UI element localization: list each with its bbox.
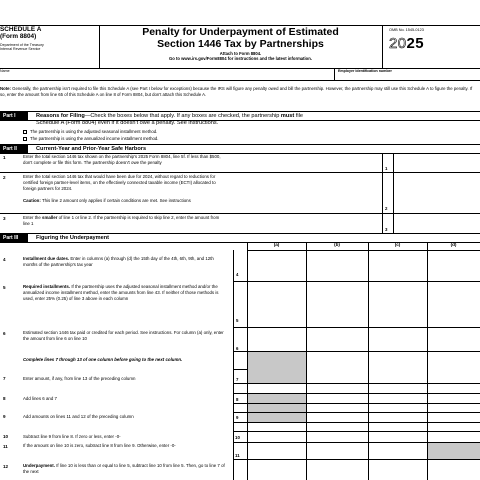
line-10-top-rule <box>233 431 480 432</box>
column-header-rule <box>247 250 480 251</box>
line-11-rule <box>233 459 480 460</box>
line-1-text <box>23 154 373 166</box>
line-8-rule <box>233 403 480 404</box>
line-5-number: 5 <box>3 285 6 290</box>
line-12-body: If line 10 is less than or equal to line 5, subtract line 10 from line 5. Then, go to line 7 of the next <box>23 463 225 474</box>
caution-label: Caution: <box>23 197 41 203</box>
attach-instruction: Attach to Form 8804. <box>219 51 262 57</box>
line-4-text <box>23 256 228 268</box>
line-7-rule <box>233 383 480 384</box>
part-3-label: Part III <box>0 234 28 242</box>
line-6-number: 6 <box>3 331 6 336</box>
note-text: Generally, the partnership isn't required to file this Schedule A (see Part I below for exceptions) because the IRS will figure any penalty owed and bill the partnership. However, the partnership may still use this Schedule A to figure the penalty. If so, enter the amount from line 65 of this Schedule A on line 8 of Form 8804, but don't attach this Schedule A. <box>0 86 473 97</box>
line-6-body: Estimated section 1446 tax paid or credited for each period. See instructions. For column (a) only, enter the amount from line 6 on line 10 <box>23 330 224 341</box>
part-2-title: Current-Year and Prior-Year Safe Harbors <box>36 146 147 152</box>
part-1-desc-a: —Check the boxes below that apply. If any boxes are checked, the partnership <box>84 113 281 119</box>
omb-number: OMB No. 1545-0123 <box>389 28 424 32</box>
part-2-header <box>0 144 480 154</box>
website-instruction: Go to www.irs.gov/Form8804 for instructions and the latest information. <box>169 56 312 62</box>
line-10-box-label: 10 <box>235 435 240 440</box>
line-4-rule <box>233 281 480 282</box>
box-col-left-divider <box>233 250 234 480</box>
shaded-d-11 <box>428 442 480 459</box>
line-1-rule <box>0 172 480 173</box>
line-3-text-b: line 1 <box>23 220 34 226</box>
column-d-header: (d) <box>450 242 457 247</box>
form-title-line1: Penalty for Underpayment of Estimated <box>142 26 339 38</box>
column-c-header: (c) <box>394 242 401 247</box>
form-title-line2: Section 1446 Tax by Partnerships <box>157 38 324 51</box>
line-10-number: 10 <box>3 434 9 439</box>
line-1-box-label: 1 <box>385 166 388 171</box>
complete-lines-instruction: Complete lines 7 through 13 of one column before going to the next column. <box>23 357 183 362</box>
line-4-box-label: 4 <box>236 272 239 277</box>
line-4-bold: Installment due dates. <box>23 256 70 261</box>
line-4-body: Enter in columns (a) through (d) the 15th day of the 4th, 6th, 9th, and 12th months of the partnership's tax year <box>23 256 214 267</box>
line-7-box-label: 7 <box>236 377 239 382</box>
line-11-box-label: 11 <box>235 453 240 458</box>
line-2-amount-field[interactable] <box>394 200 480 212</box>
line-3-number: 3 <box>3 216 6 221</box>
line-3-text-a1: Enter the <box>23 215 43 220</box>
shaded-a-completion-7 <box>248 351 306 383</box>
line-1-text-b: don't complete or file this form. The partnership doesn't owe the penalty <box>23 159 162 165</box>
line-11-number: 11 <box>3 444 8 449</box>
part-1-desc-line2: Schedule A (Form 8804) even if it doesn't owe a penalty. See instructions. <box>36 120 219 126</box>
part-2-box-divider <box>382 153 383 233</box>
line-3-text <box>23 215 373 227</box>
name-field[interactable]: Name <box>0 69 10 73</box>
line-6-box-label: 6 <box>236 346 239 351</box>
column-b-header: (b) <box>334 242 340 247</box>
col-c-divider <box>368 242 369 480</box>
line-9-rule <box>233 422 480 423</box>
part-1-label: Part I <box>0 112 28 120</box>
schedule-label: SCHEDULE A <box>0 26 42 33</box>
line-7-top-rule <box>233 369 247 370</box>
line-9-text: Add amounts on lines 11 and 12 of the preceding column <box>23 414 134 419</box>
tax-year-suffix: 25 <box>406 34 424 52</box>
part-1-title-text: Reasons for Filing <box>36 113 85 119</box>
line-5-body: If the partnership uses the adjusted seasonal installment method and/or the annualized income installment method, enter the amounts from line 43. If neither of those methods is used, enter 25% (0.25) of line 3 above in each column <box>23 284 219 301</box>
part-3-title: Figuring the Underpayment <box>36 235 110 241</box>
line-12-bold: Underpayment. <box>23 463 55 468</box>
line-2-text-a: Enter the total section 1446 tax that would have been due for 2024, without regard to reductions for <box>23 174 216 179</box>
omb-year-block <box>382 26 480 68</box>
line-3-smaller: smaller <box>42 215 58 220</box>
line-10-text: Subtract line 9 from line 8. If zero or less, enter -0- <box>23 434 121 439</box>
part-2-label: Part II <box>0 145 28 153</box>
department-name: Department of the Treasury <box>0 43 44 48</box>
line-3-box-label: 3 <box>385 227 388 232</box>
line-2-text <box>23 174 373 204</box>
line-9-top-rule <box>233 412 480 413</box>
line-3-amount-field[interactable] <box>394 221 480 233</box>
part-1-desc-b: file <box>294 113 303 119</box>
line-8-top-rule <box>233 393 480 394</box>
col-b-divider <box>306 242 307 480</box>
line-1-text-a: Enter the total section 1446 tax shown on the partnership's 2025 Form 8804, line 5f. If less than $500, <box>23 154 221 159</box>
line-3-text-a2: of line 1 or line 2. If the partnership is required to skip line 2, enter the amount from <box>57 215 220 220</box>
line-2-rule <box>0 213 480 214</box>
line-5-bold: Required installments. <box>23 284 71 289</box>
department-label <box>0 43 99 52</box>
line-9-number: 9 <box>3 414 6 419</box>
annualized-income-checkbox[interactable] <box>23 137 27 141</box>
line-2-number: 2 <box>3 175 6 180</box>
note-label: Note: <box>0 86 11 91</box>
line-8-text: Add lines 6 and 7 <box>23 396 57 401</box>
line-1-amount-field[interactable] <box>394 160 480 172</box>
line-1-number: 1 <box>3 155 6 160</box>
annualized-income-label: The partnership is using the annualized income installment method. <box>30 136 159 141</box>
form-number: (Form 8804) <box>0 33 37 41</box>
line-5-rule <box>233 327 480 328</box>
line-12-text <box>23 463 228 475</box>
part-1-desc-must: must <box>280 113 295 119</box>
line-2-box-label: 2 <box>385 206 388 211</box>
line-7-number: 7 <box>3 376 6 381</box>
line-5-text <box>23 284 228 302</box>
line-6-text <box>23 330 228 342</box>
line-11-text: If the amount on line 10 is zero, subtract line 8 from line 9. Otherwise, enter -0- <box>23 443 176 448</box>
adjusted-seasonal-checkbox[interactable] <box>23 130 27 134</box>
caution-text: This line 2 amount only applies if certain conditions are met. See instructions <box>40 197 191 203</box>
line-9-box-label: 9 <box>236 415 239 420</box>
general-note <box>0 86 478 97</box>
ein-field[interactable]: Employer identification number <box>334 69 392 80</box>
line-2-text-b: certified foreign partner-level items, on the effectively connected taxable income (ECTI) allocated to <box>23 179 216 185</box>
tax-year-prefix: 20 <box>389 34 407 52</box>
column-header-row <box>0 242 480 250</box>
line-4-number: 4 <box>3 257 6 262</box>
form-id-block <box>0 26 100 68</box>
line-2-caution <box>23 198 373 204</box>
line-10-rule <box>233 442 480 443</box>
shaded-a-8-9 <box>248 393 306 422</box>
line-7-text: Enter amount, if any, from line 13 of the preceding column <box>23 376 136 381</box>
line-2-text-c: foreign partners for 2024. <box>23 185 73 191</box>
line-8-box-label: 8 <box>236 397 239 402</box>
column-a-header: (a) <box>273 242 280 247</box>
name-row-rule <box>0 80 480 81</box>
form-title-block <box>99 26 382 62</box>
line-12-number: 12 <box>3 464 9 469</box>
line-5-box-label: 5 <box>236 318 239 323</box>
tax-year <box>383 35 480 54</box>
irs-name: Internal Revenue Service <box>0 47 41 52</box>
adjusted-seasonal-label: The partnership is using the adjusted seasonal installment method. <box>30 129 158 134</box>
part-1-title <box>36 112 303 120</box>
line-6-rule <box>233 351 480 352</box>
line-8-number: 8 <box>3 396 6 401</box>
